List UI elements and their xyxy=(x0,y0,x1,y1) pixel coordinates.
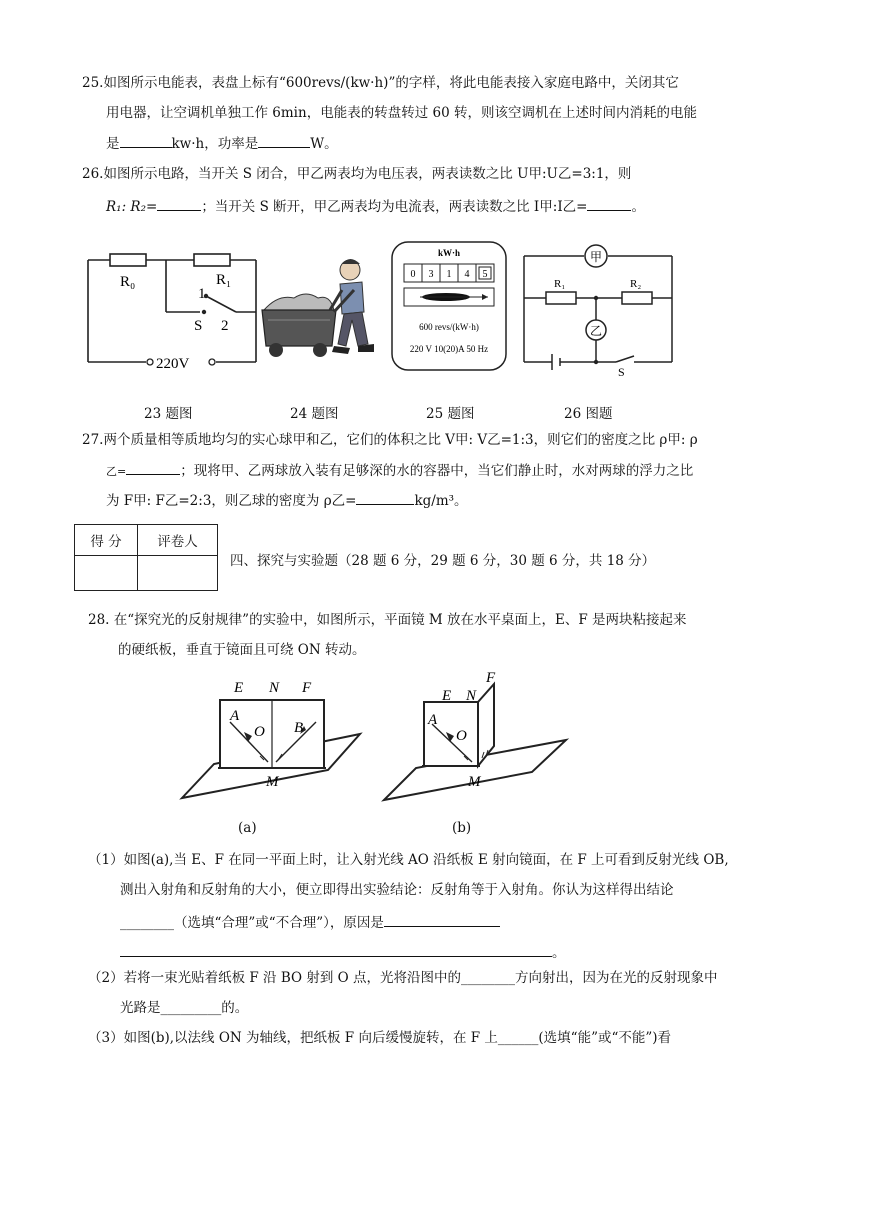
q26-text-b: ；当开关 S 断开，甲乙两表均为电流表，两表读数之比 I甲:I乙= xyxy=(201,199,588,215)
answer-blank-current-ratio[interactable] xyxy=(587,196,631,211)
fig28a-label-e: E xyxy=(234,680,244,696)
fig23-voltage-label: 220V xyxy=(156,356,190,372)
q28-part2-line2: 光路是_________的。 xyxy=(120,1000,249,1016)
caption-23: 23 题图 xyxy=(144,406,193,422)
fig23-switch-2-label: 2 xyxy=(221,318,229,334)
q26-text-a: R₁: R₂= xyxy=(106,199,158,215)
fig28b-label-f: F xyxy=(486,670,496,686)
q28-part1-line1: （1）如图(a),当 E、F 在同一平面上时，让入射光线 AO 沿纸板 E 射向镜面，在 F 上可看到反射光线 OB, xyxy=(88,852,729,868)
figure-28a-reflection xyxy=(178,678,364,828)
figure-26-circuit xyxy=(520,240,676,378)
fig26-meter-jia: 甲 xyxy=(589,250,603,264)
q25-text-a: 是 xyxy=(106,136,120,152)
q25-line2: 用电器，让空调机单独工作 6min，电能表的转盘转过 60 转，则该空调机在上述时间内消耗的电能 xyxy=(106,105,697,121)
fig23-r1-label: R₁ xyxy=(216,272,232,288)
q26-text-c: 。 xyxy=(631,199,645,215)
section-4-title: 四、探究与实验题（28 题 6 分，29 题 6 分，30 题 6 分，共 18 分） xyxy=(230,553,656,569)
caption-28a: (a) xyxy=(238,820,257,836)
answer-blank-density[interactable] xyxy=(356,490,414,505)
answer-blank-reason[interactable] xyxy=(384,912,500,927)
fig28b-label-a: A xyxy=(428,712,438,728)
q27-text-a: 乙= xyxy=(106,465,127,478)
figure-24-boy-pushing-cart xyxy=(258,254,386,366)
fig26-r2-label: R₂ xyxy=(630,278,642,290)
caption-28b: (b) xyxy=(452,820,472,836)
answer-blank-reason-cont[interactable] xyxy=(120,942,552,957)
answer-blank-ratio[interactable] xyxy=(157,196,201,211)
q27-line3 xyxy=(106,490,468,511)
q25-text-b: kw·h，功率是 xyxy=(171,136,259,152)
q28-part2-line1: （2）若将一束光贴着纸板 F 沿 BO 射到 O 点，光将沿图中的________方向射出，因为在光的反射现象中 xyxy=(88,970,718,986)
fig28a-label-b: B xyxy=(294,720,304,736)
fig25-spec-label: 220 V 10(20)A 50 Hz xyxy=(409,344,489,354)
fig28a-label-a: A xyxy=(230,708,240,724)
meter-digit-0: 0 xyxy=(410,269,416,280)
q27-line1: 27.两个质量相等质地均匀的实心球甲和乙，它们的体积之比 V甲: V乙=1:3，则它们的密度之比 ρ甲: ρ xyxy=(82,432,698,448)
caption-24: 24 题图 xyxy=(290,406,339,422)
fig28b-label-e: E xyxy=(442,688,452,704)
q25-line3 xyxy=(106,133,338,154)
fig28b-label-n: N xyxy=(466,688,477,704)
fig23-switch-1-label: 1 xyxy=(198,286,206,302)
answer-blank-density-ratio[interactable] xyxy=(126,460,180,475)
fig23-switch-s-label: S xyxy=(194,318,203,334)
fig28a-label-m: M xyxy=(266,774,279,790)
fig23-r0-label: R₀ xyxy=(120,274,136,290)
q27-text-c: 为 F甲: F乙=2:3，则乙球的密度为 ρ乙= xyxy=(106,493,357,509)
caption-25: 25 题图 xyxy=(426,406,475,422)
caption-26: 26 图题 xyxy=(564,406,613,422)
meter-digit-2: 1 xyxy=(446,269,452,280)
score-cell[interactable] xyxy=(75,556,138,591)
grader-header: 评卷人 xyxy=(138,525,218,556)
q28-part1-line4 xyxy=(120,942,566,963)
meter-digit-4: 5 xyxy=(482,269,488,280)
fig28a-label-o: O xyxy=(254,724,265,740)
figure-28b-rotated xyxy=(380,668,570,824)
score-header: 得 分 xyxy=(75,525,138,556)
fig28b-label-o: O xyxy=(456,728,467,744)
q28-part1-line2: 测出入射角和反射角的大小，便立即得出实验结论：反射角等于入射角。你认为这样得出结论 xyxy=(120,882,674,898)
q28-part1-text: ________（选填“合理”或“不合理”），原因是 xyxy=(120,915,384,931)
q27-line2 xyxy=(106,460,693,482)
fig26-switch-label: S xyxy=(618,365,625,378)
q25-text-c: W。 xyxy=(310,136,338,152)
q28-part1-end: 。 xyxy=(552,945,566,961)
fig28b-label-m: M xyxy=(468,774,481,790)
meter-digit-1: 3 xyxy=(428,269,434,280)
fig26-r1-label: R₁ xyxy=(554,278,566,290)
fig26-meter-yi: 乙 xyxy=(589,324,603,338)
score-table xyxy=(74,524,218,591)
fig25-unit-label: kW·h xyxy=(437,248,461,258)
figure-25-electric-meter xyxy=(390,240,508,372)
answer-blank-power[interactable] xyxy=(258,133,310,148)
q26-line1: 26.如图所示电路，当开关 S 闭合，甲乙两表均为电压表，两表读数之比 U甲:U乙=3:1，则 xyxy=(82,166,632,182)
figure-23-circuit xyxy=(84,240,260,378)
fig28a-label-f: F xyxy=(302,680,312,696)
q27-text-d: kg/m³。 xyxy=(414,493,468,509)
fig28a-label-n: N xyxy=(269,680,280,696)
grader-cell[interactable] xyxy=(138,556,218,591)
q28-part1-line3 xyxy=(120,912,500,933)
q28-line1: 28. 在“探究光的反射规律”的实验中，如图所示，平面镜 M 放在水平桌面上，E、F 是两块粘接起来 xyxy=(88,612,687,628)
meter-digit-3: 4 xyxy=(464,269,470,280)
q26-line2 xyxy=(106,196,645,217)
answer-blank-energy[interactable] xyxy=(120,133,172,148)
fig25-revs-label: 600 revs/(kW·h) xyxy=(419,322,479,332)
q28-part3-line1: （3）如图(b),以法线 ON 为轴线，把纸板 F 向后缓慢旋转，在 F 上______(选填“能”或“不能”)看 xyxy=(88,1030,672,1046)
q28-line2: 的硬纸板，垂直于镜面且可绕 ON 转动。 xyxy=(118,642,366,658)
q25-line1: 25.如图所示电能表，表盘上标有“600revs/(kw·h)”的字样，将此电能表接入家庭电路中，关闭其它 xyxy=(82,75,679,91)
q27-text-b: ；现将甲、乙两球放入装有足够深的水的容器中，当它们静止时，水对两球的浮力之比 xyxy=(180,463,694,479)
